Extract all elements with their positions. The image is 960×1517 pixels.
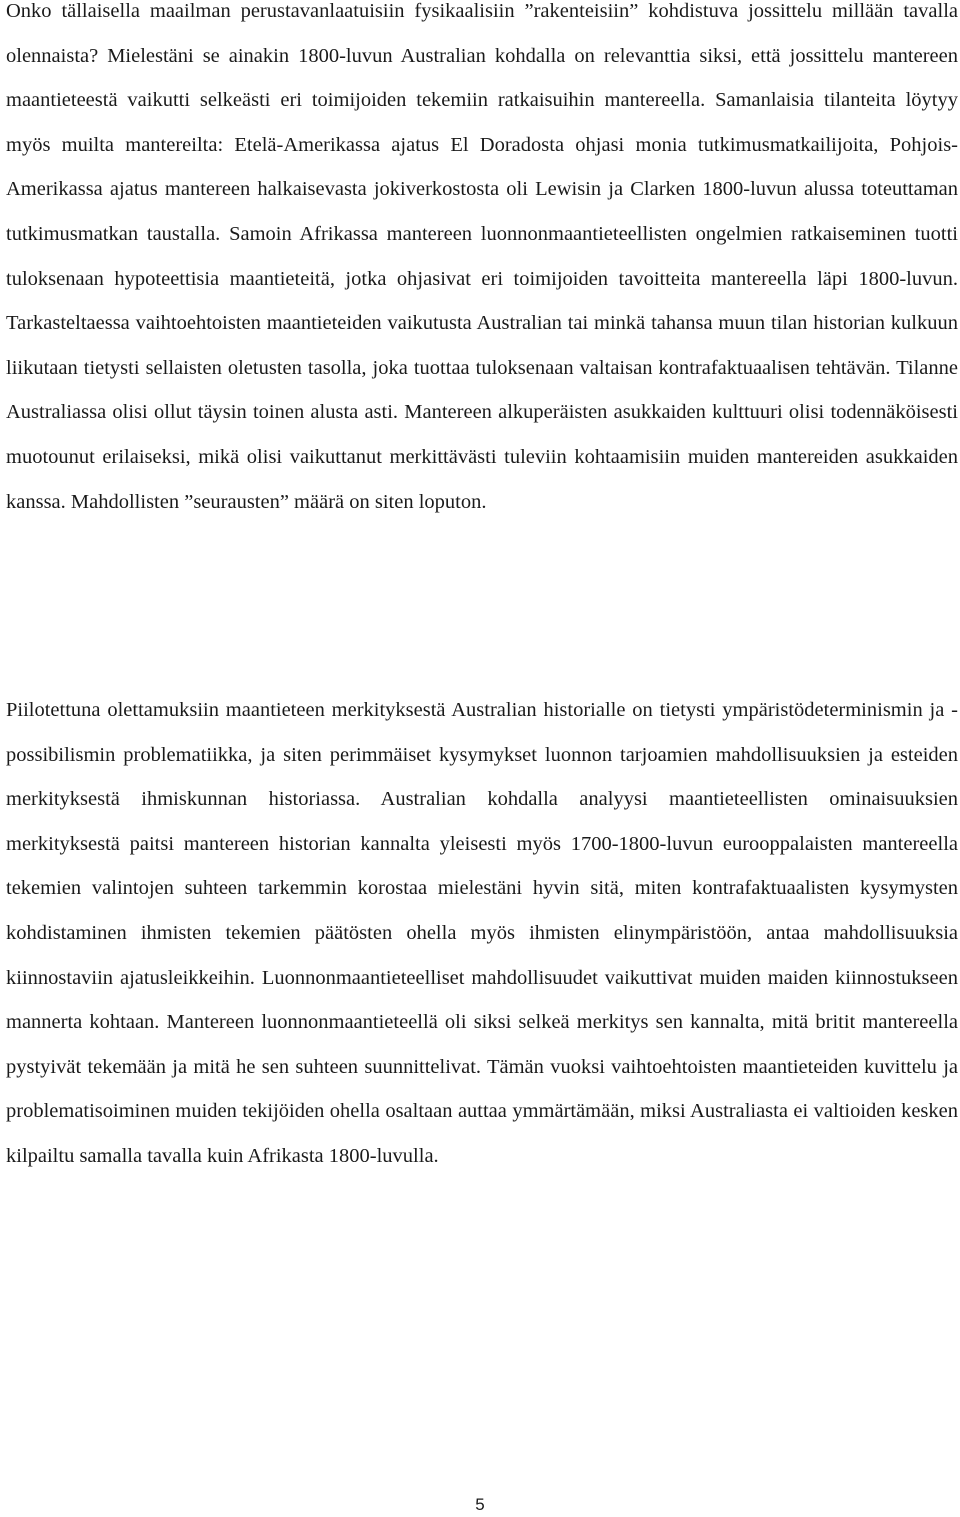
body-paragraph: Piilotettuna olettamuksiin maantieteen merkityksestä Australian historialle on tietysti ympäristödeterminismin ja -possibilismin problematiikka, ja siten perimmäiset kysymykset luonnon tarjoamien mahdollisuuksien ja esteiden merkityksestä ihmiskunnan historiassa. Australian kohdalla analyysi maantieteellisten ominaisuuksien merkityksestä paitsi mantereen historian kannalta yleisesti myös 1700-1800-luvun eurooppalaisten mantereella tekemien valintojen suhteen tarkemmin korostaa mielestäni hyvin sitä, miten kontrafaktuaalisten kysymysten kohdistaminen ihmisten tekemien päätösten ohella myös ihmisten elinympäristöön, antaa mahdollisuuksia kiinnostaviin ajatusleikkeihin. Luonnonmaantieteelliset mahdollisuudet vaikuttivat muiden maiden kiinnostukseen mannerta kohtaan. Mantereen luonnonmaantieteellä oli siksi selkeä merkitys sen kannalta, mitä britit mantereella pystyivät tekemään ja mitä he sen suhteen suunnittelivat. Tämän vuoksi vaihtoehtoisten maantieteiden kuvittelu ja problematisoiminen muiden tekijöiden ohella osaltaan auttaa ymmärtämään, miksi Australiasta ei valtioiden kesken kilpailtu samalla tavalla kuin Afrikasta 1800-luvulla. <box>6 699 958 1167</box>
page-number: 5 <box>475 1495 485 1514</box>
body-paragraph: Onko tällaisella maailman perustavanlaatuisiin fysikaalisiin ”rakenteisiin” kohdistuva jossittelu millään tavalla olennaista? Mielestäni se ainakin 1800-luvun Australian kohdalla on relevanttia siksi, että jossittelu mantereen maantieteestä vaikutti selkeästi eri toimijoiden tekemiin ratkaisuihin mantereella. Samanlaisia tilanteita löytyy myös muilta mantereilta: Etelä-Amerikassa ajatus El Doradosta ohjasi monia tutkimusmatkailijoita, Pohjois-Amerikassa ajatus mantereen halkaisevasta jokiverkostosta oli Lewisin ja Clarken 1800-luvun alussa toteuttaman tutkimusmatkan taustalla. Samoin Afrikassa mantereen luonnonmaantieteellisten ongelmien ratkaiseminen tuotti tuloksenaan hypoteettisia maantieteitä, jotka ohjasivat eri toimijoiden tavoitteita mantereella läpi 1800-luvun. Tarkasteltaessa vaihtoehtoisten maantieteiden vaikutusta Australian tai minkä tahansa muun tilan historian kulkuun liikutaan tietysti sellaisten oletusten tasolla, joka tuottaa tuloksenaan valtaisan kontrafaktuaalisen tehtävän. Tilanne Australiassa olisi ollut täysin toinen alusta asti. Mantereen alkuperäisten asukkaiden kulttuuri olisi todennäköisesti muotounut erilaiseksi, mikä olisi vaikuttanut merkittävästi tuleviin kohtaamisiin muiden mantereiden asukkaiden kanssa. Mahdollisten ”seurausten” määrä on siten loputon. <box>6 0 958 513</box>
